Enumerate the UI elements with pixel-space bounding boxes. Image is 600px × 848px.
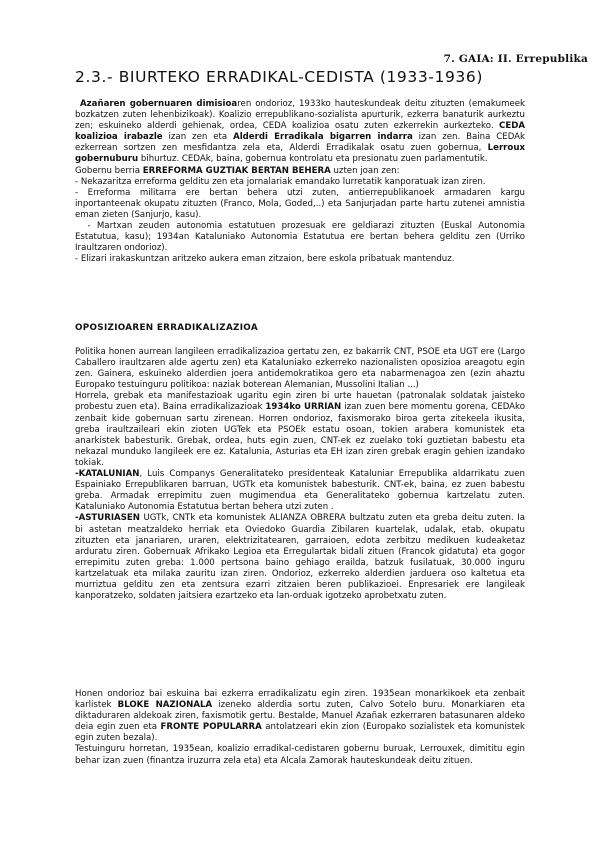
bold-phrase: BLOKE NAZIONALA <box>117 700 213 711</box>
text-run: Gobernu berria <box>75 165 143 176</box>
reforms-paragraph <box>75 166 525 177</box>
bold-phrase: Azañaren gobernuaren dimisioa <box>80 99 238 109</box>
reform-list-item: - Erreforma militarra ere bertan behera utzi zuten, antierrepublikanoek armadaren kargu inportanteenak okupatu zituzten (Franco, Mola, Goded,..) eta Sanjurjadan parte hartu zutenei amnistia eman zieten (Sanjurjo, kasu). <box>75 187 525 220</box>
page-title: 2.3.- BIURTEKO ERRADIKAL-CEDISTA (1933-1936) <box>75 68 483 86</box>
asturias-paragraph <box>75 513 525 602</box>
text-run: antolatzeari ekin zion (Europako sozialistek eta komunistek egin zuten bezala). <box>75 722 525 744</box>
text-run: izeneko alderdia sortu zuten, Calvo Sotelo buru. Monarkiaren eta diktaduraren aldekoak ziren, faxismotik gertu. Bestalde, Manuel Azañak ezkerraren batasunaren aldeko deia egin zuen eta <box>75 700 525 733</box>
section-block-2 <box>75 689 525 767</box>
bold-phrase: CEDA koalizioa irabazle <box>75 121 525 143</box>
reform-list-item: - Nekazaritza erreforma gelditu zen eta jornalariak emandako lurretatik kanporatuak izan ziren. <box>75 176 486 187</box>
bold-phrase: -ASTURIASEN <box>75 513 140 524</box>
reform-list-item: - Martxan zeuden autonomia estatutuen prozesuak ere geldiarazi zituzten (Euskal Autonomia Estatutua, kasu); 1934an Kataluniako Autonomia Estatutua ere bertan behera gelditu zen (Urriko Iraultzaren ondorioz). <box>75 221 528 254</box>
catalonia-paragraph <box>75 469 525 513</box>
section-paragraph <box>75 689 525 744</box>
text-run: Honen ondorioz bai eskuina bai ezkerra erradikalizatu egin ziren. 1935ean monarkikoek eta zenbait karlistek <box>75 689 525 711</box>
bold-phrase: Lerroux gobernuburu <box>75 143 525 165</box>
intro-paragraph <box>75 99 525 166</box>
chapter-label: 7. GAIA: II. Errepublika <box>443 53 588 65</box>
text-run: ren ondorioz, 1933ko hauteskundeak deitu zituzten (emakumeek bozkatzen zuten lehenbizikoak). Koalizio errepublikano-sozialista apurturik, ezkerra banaturik aurkeztu zen; eskuineko alderdi gehienak, ordea, CEDA koalizioa osatu zuten ezkerrekin aurkezteko. <box>75 99 525 132</box>
bold-phrase: FRONTE POPULARRA <box>160 722 262 733</box>
section-paragraph: Politika honen aurrean langileen erradikalizazioa gertatu zen, ez bakarrik CNT, PSOE eta UGT ere (Largo Caballero iraultzaren alde agertu zen) eta Kataluniako ezkerreko nazionalisten oposizioa areagotu egin zen. Gainera, eskuineko alderdien joera antidemokratikoa gero eta nabarmenagoa zen (ezin ahaztu Europako testuinguru politikoa: naziak boterean Alemanian, Mussolini Italian ...) <box>75 347 525 391</box>
section-block-1 <box>75 347 525 602</box>
text-run: , Luis Companys Generalitateko presidenteak Kataluniar Errepublika aldarrikatu zuen Espainiako Errepublikaren barruan, UGTk eta komunistek babesturik. CNT-ek, baina, ez zuen babestu greba. Armadak errepimitu zuen mugimendua eta Generalitateko gobernua kartzelatu zuten. Kataluniako Autonomia Estatutua bertan behera utzi zuten . <box>75 469 525 513</box>
section-paragraph <box>75 391 525 469</box>
text-run: izan zuen bere momentu gorena, CEDAko zenbait kide gobernuan sartu zirenean. Horren ondorioz, faxismorako biroa gerta zitekeela ikusita, greba iraultzaileari ekin zioten UGTek eta PSOEk estatu osoan, tokien arabera komunistek eta anarkistek babesturik. Grebak, ordea, huts egin zuen, CNT-ek ez zuelako toki guztietan babestu eta nekazal munduko langileek ere ez. Katalunia, Asturias eta EH izan ziren grebak eragin gehien izandako tokiak. <box>75 402 525 468</box>
bold-phrase: Alderdi Erradikala bigarren indarra <box>233 132 413 143</box>
text-run: izan zen. Baina CEDAk ezkerrean sortzen zen mesfidantza zela eta, Alderdi Erradikalak osatu zuen gobernua, <box>75 132 526 154</box>
section-paragraph: Testuinguru horretan, 1935ean, koalizio erradikal-cedistaren gobernu buruak, Lerrouxek, dimititu egin behar izan zuen (finantza iruzurra zela eta) eta Alcala Zamorak hauteskundeak deitu zituen. <box>75 744 525 766</box>
intro-block <box>75 99 528 265</box>
bold-phrase: 1934ko URRIAN <box>265 402 342 413</box>
section-heading: OPOSIZIOAREN ERRADIKALIZAZIOA <box>75 323 258 333</box>
bold-phrase: ERREFORMA GUZTIAK BERTAN BEHERA <box>142 165 331 176</box>
text-run: bihurtuz. CEDAk, baina, gobernua kontrolatu eta presionatu zuen parlamentutik. <box>138 154 488 165</box>
reform-list-item: - Elizari irakaskuntzan aritzeko aukera eman zitzaion, bere eskola pribatuak mantenduz. <box>75 254 455 265</box>
text-run: UGTk, CNTk eta komunistek ALIANZA OBRERA bultzatu zuten eta greba deitu zuten. Ia bi astetan meatzaldeko herriak eta Oviedoko Guardia Zibilaren kuartelak, udalak, etab. okupatu zituzten eta janariaren, uraren, elektrizitatearen, garraioen, edota zerbitzu medikuen kudeaketaz arduratu ziren. Gobernuak Afrikako Legioa eta Erregulartak bidali zituen (Francok gidatuta) eta gogor errepimitu zuten greba: 1.000 pertsona baino gehiago erailda, batzuk fusilatuak, 30.000 inguru kartzelatuak eta milaka zauritu izan ziren. Ondorioz, ezkerreko alderdien jarduera oso kaltetua eta murriztua gelditu zen eta zentsura ezarri zitzaien beren publikazioei. Enpresariek ere langileak kanporatzeko, soldaten jaitsiera ezartzeko eta lan-orduak igotzeko aprobetxatu zuten. <box>75 513 525 602</box>
bold-phrase: -KATALUNIAN <box>75 469 140 480</box>
text-run: Horrela, grebak eta manifestazioak ugaritu egin ziren bi urte hauetan (patronalak soldatak jaisteko probestu zuen eta). Baina erradikalizazioak <box>75 391 525 413</box>
text-run: izan zen eta <box>162 132 234 143</box>
text-run: uzten joan zen: <box>330 165 400 176</box>
